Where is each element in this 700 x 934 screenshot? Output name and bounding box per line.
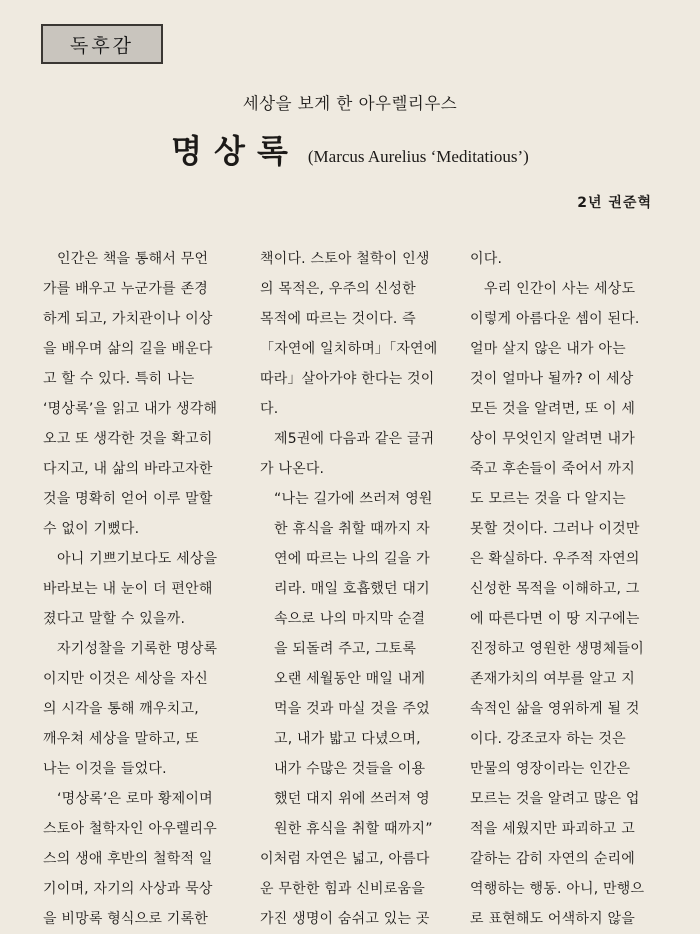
text-line: 얼마 살지 않은 내가 아는 (470, 341, 626, 357)
text-line: 내가 수많은 것들을 이용 (274, 761, 426, 777)
text-line: 연에 따르는 나의 길을 가 (274, 551, 430, 567)
text-column-2 (260, 244, 438, 934)
text-line: 하게 되고, 가치관이나 이상 (43, 311, 213, 327)
text-line: 못할 것이다. 그러나 이것만 (470, 521, 640, 537)
text-line: 졌다고 말할 수 있을까. (43, 611, 186, 627)
text-line: 것을 명확히 얻어 이루 말할 (43, 491, 213, 507)
text-line: 목적에 따르는 것이다. 즉 (260, 311, 416, 327)
text-line: 가 나온다. (260, 461, 325, 477)
text-line: 제5권에 다음과 같은 글귀 (274, 431, 435, 447)
text-line: 가를 배우고 누군가를 존경 (43, 281, 208, 297)
text-line: 「자연에 일치하며」「자연에 (260, 341, 438, 357)
text-line: 이다. 강조코자 하는 것은 (470, 731, 626, 747)
text-line: 이지만 이것은 세상을 자신 (43, 671, 208, 687)
text-line: ‘명상록’은 로마 황제이며 (57, 791, 213, 807)
text-line: 바라보는 내 눈이 더 편안해 (43, 581, 213, 597)
text-line: “나는 길가에 쓰러져 영원 (274, 491, 433, 507)
text-line: 자기성찰을 기록한 명상록 (57, 641, 218, 657)
text-line: 기이며, 자기의 사상과 묵상 (43, 881, 213, 897)
text-line: 의 시각을 통해 깨우치고, (43, 701, 199, 717)
text-line: 속으로 나의 마지막 순결 (274, 611, 426, 627)
text-line: 갈하는 감히 자연의 순리에 (470, 851, 635, 867)
text-line: 나는 이것을 들었다. (43, 761, 167, 777)
text-line: 고, 내가 밟고 다녔으며, (274, 731, 421, 747)
text-line: 우리 인간이 사는 세상도 (484, 281, 636, 297)
author-byline: 2년 권준혁 (577, 195, 652, 211)
text-line: 역행하는 행동. 아니, 만행으 (470, 881, 645, 897)
text-line: ‘명상록’을 읽고 내가 생각해 (43, 401, 218, 417)
text-line: 오고 또 생각한 것을 확고히 (43, 431, 213, 447)
text-line: 스토아 철학자인 아우렐리우 (43, 821, 217, 837)
text-line: 이다. (470, 251, 503, 267)
text-line: 고 할 수 있다. 특히 나는 (43, 371, 195, 387)
text-line: 을 배우며 삶의 길을 배운다 (43, 341, 213, 357)
text-line: 다지고, 내 삶의 바라고자한 (43, 461, 213, 477)
article-title: 명상록 (171, 132, 300, 170)
text-line: 신성한 목적을 이해하고, 그 (470, 581, 640, 597)
text-line: 책이다. 스토아 철학이 인생 (260, 251, 430, 267)
text-line: 이처럼 자연은 넓고, 아름다 (260, 851, 430, 867)
title-row (0, 126, 700, 172)
text-line: 에 따른다면 이 땅 지구에는 (470, 611, 640, 627)
text-line: 상이 무엇인지 알려면 내가 (470, 431, 635, 447)
text-line: 속적인 삶을 영위하게 될 것 (470, 701, 640, 717)
text-line: 이렇게 아름다운 셈이 된다. (470, 311, 640, 327)
text-line: 스의 생애 후반의 철학적 일 (43, 851, 213, 867)
article-title-english: (Marcus Aurelius ‘Meditatious’) (307, 147, 529, 166)
text-line: 운 무한한 힘과 신비로움을 (260, 881, 425, 897)
text-line: 만물의 영장이라는 인간은 (470, 761, 631, 777)
text-line: 인간은 책을 통해서 무언 (57, 251, 209, 267)
text-line: 원한 휴식을 취할 때까지” (274, 821, 433, 837)
text-line: 아니 기쁘기보다도 세상을 (57, 551, 218, 567)
text-line: 로 표현해도 어색하지 않을 (470, 911, 635, 927)
text-line: 도 모르는 것을 다 알지는 (470, 491, 626, 507)
text-line: 한 휴식을 취할 때까지 자 (274, 521, 430, 537)
text-line: 가진 생명이 숨쉬고 있는 곳 (260, 911, 430, 927)
text-line: 리라. 매일 호흡했던 대기 (274, 581, 430, 597)
text-line: 오랜 세월동안 매일 내게 (274, 671, 426, 687)
text-line: 다. (260, 401, 279, 417)
text-line: 죽고 후손들이 죽어서 까지 (470, 461, 635, 477)
article-subtitle: 세상을 보게 한 아우렐리우스 (242, 94, 458, 113)
text-line: 것이 얼마나 될까? 이 세상 (470, 371, 634, 387)
text-line: 을 되돌려 주고, 그토록 (274, 641, 417, 657)
text-column-3 (470, 244, 645, 934)
text-line: 적을 세웠지만 파괴하고 고 (470, 821, 635, 837)
section-tag: 독후감 (41, 24, 163, 64)
text-line: 모든 것을 알려면, 또 이 세 (470, 401, 636, 417)
text-line: 은 확실하다. 우주적 자연의 (470, 551, 640, 567)
text-line: 먹을 것과 마실 것을 주었 (274, 701, 430, 717)
text-line: 수 없이 기뻤다. (43, 521, 140, 537)
text-line: 존재가치의 여부를 알고 지 (470, 671, 635, 687)
text-line: 의 목적은, 우주의 신성한 (260, 281, 416, 297)
text-line: 따라」살아가야 한다는 것이 (260, 371, 435, 387)
text-line: 모르는 것을 알려고 많은 업 (470, 791, 640, 807)
text-line: 진정하고 영원한 생명체들이 (470, 641, 644, 657)
text-line: 을 비망록 형식으로 기록한 (43, 911, 208, 927)
text-line: 했던 대지 위에 쓰러져 영 (274, 791, 430, 807)
text-column-1 (43, 244, 218, 934)
text-line: 깨우쳐 세상을 말하고, 또 (43, 731, 199, 747)
